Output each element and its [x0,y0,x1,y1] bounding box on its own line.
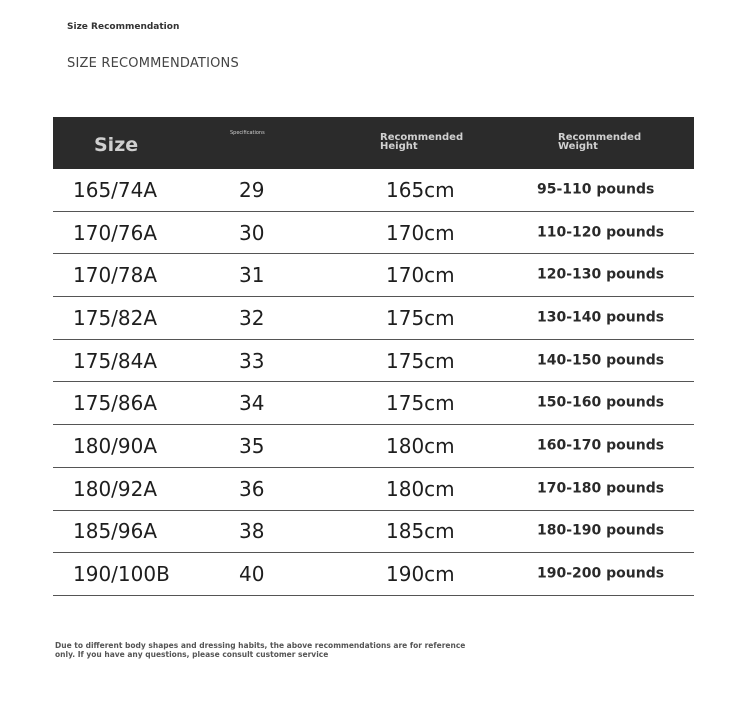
header-weight: Recommended Weight [558,132,642,152]
cell-size: 175/84A [73,348,158,373]
cell-size: 165/74A [73,177,158,202]
cell-height: 170cm [386,220,455,245]
cell-weight: 130-140 pounds [537,309,665,326]
cell-size: 175/82A [73,305,158,330]
table-row [53,553,694,596]
table-header [53,117,694,169]
cell-size: 170/78A [73,263,158,288]
cell-size: 190/100B [73,562,170,587]
table-body [53,169,694,596]
cell-weight: 120-130 pounds [537,266,665,283]
cell-height: 190cm [386,562,455,587]
cell-spec: 35 [239,433,265,458]
table-row [53,297,694,340]
cell-size: 180/90A [73,433,158,458]
cell-weight: 95-110 pounds [537,181,655,198]
cell-height: 165cm [386,177,455,202]
cell-size: 175/86A [73,391,158,416]
table-row [53,468,694,511]
cell-weight: 190-200 pounds [537,565,665,582]
table-row [53,382,694,425]
cell-weight: 180-190 pounds [537,522,665,539]
cell-weight: 140-150 pounds [537,352,665,369]
cell-spec: 38 [239,519,265,544]
table-row [53,212,694,255]
cell-spec: 40 [239,562,265,587]
table-row [53,511,694,554]
disclaimer-footnote: Due to different body shapes and dressing habits, the above recommendations are for reference only. If you have any questions, please consult customer service [55,641,466,659]
table-row [53,340,694,383]
cell-spec: 36 [239,476,265,501]
cell-height: 170cm [386,263,455,288]
size-table [53,117,694,596]
cell-height: 185cm [386,519,455,544]
header-spec: Specifications [230,130,265,136]
header-height: Recommended Height [380,132,464,152]
table-row [53,425,694,468]
header-size: Size [94,134,139,156]
cell-size: 180/92A [73,476,158,501]
cell-weight: 150-160 pounds [537,394,665,411]
cell-weight: 110-120 pounds [537,224,665,241]
cell-height: 175cm [386,348,455,373]
page-top-label: Size Recommendation [67,22,180,32]
page-subtitle: SIZE RECOMMENDATIONS [67,56,239,71]
cell-height: 180cm [386,476,455,501]
cell-spec: 30 [239,220,265,245]
cell-size: 185/96A [73,519,158,544]
cell-spec: 33 [239,348,265,373]
cell-spec: 34 [239,391,265,416]
cell-spec: 31 [239,263,265,288]
cell-height: 175cm [386,305,455,330]
cell-spec: 29 [239,177,265,202]
cell-height: 175cm [386,391,455,416]
cell-height: 180cm [386,433,455,458]
table-row [53,169,694,212]
cell-weight: 170-180 pounds [537,480,665,497]
cell-weight: 160-170 pounds [537,437,665,454]
cell-size: 170/76A [73,220,158,245]
table-row [53,254,694,297]
cell-spec: 32 [239,305,265,330]
